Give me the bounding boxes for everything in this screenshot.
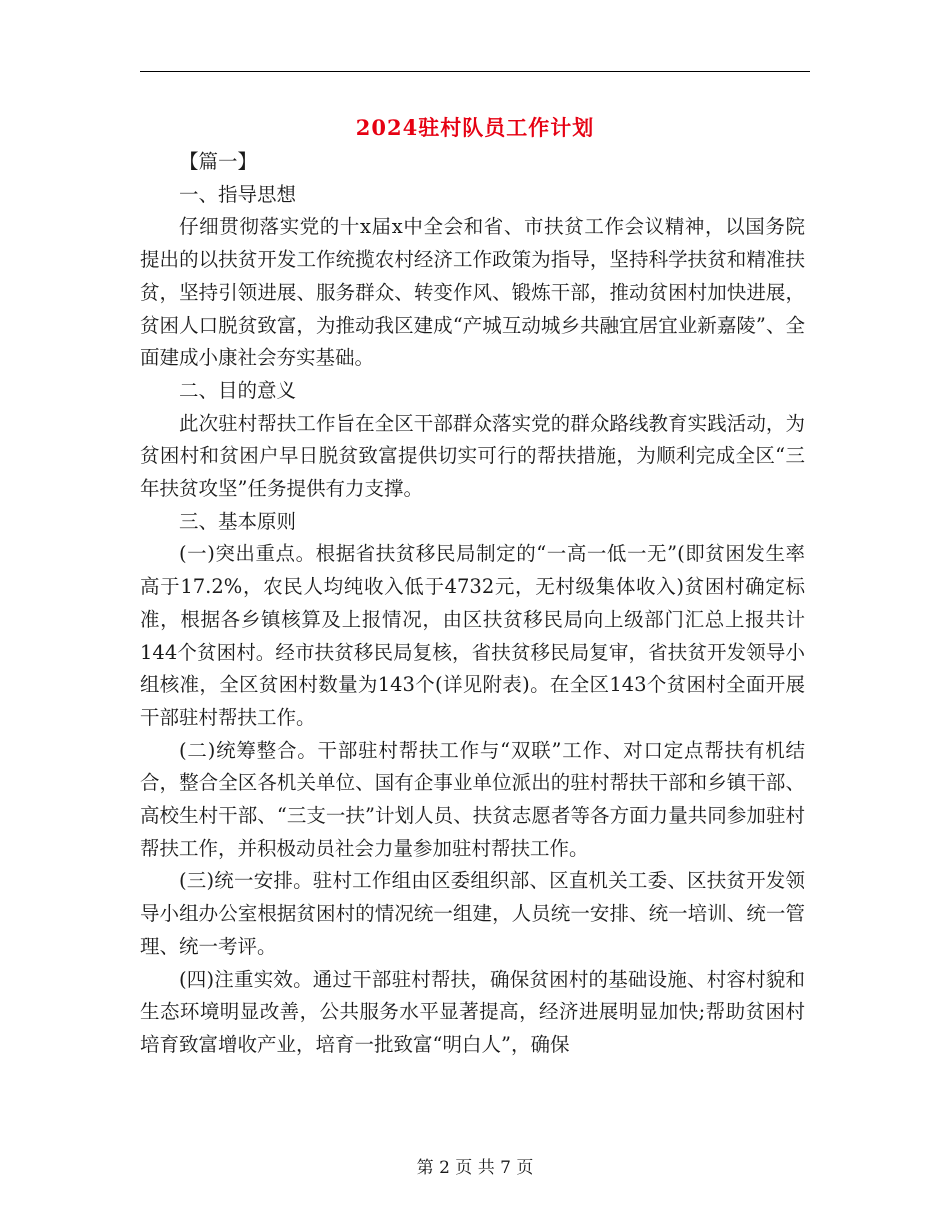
paragraph-principle-3: (三)统一安排。驻村工作组由区委组织部、区直机关工委、区扶贫开发领导小组办公室根据贫困村的情况统一组建，人员统一安排、统一培训、统一管理、统一考评。: [140, 869, 805, 958]
document-title: 2024驻村队员工作计划: [355, 115, 595, 140]
heading-guiding-ideology: 一、指导思想: [179, 182, 297, 206]
page-indicator: 第 2 页 共 7 页: [416, 1158, 534, 1178]
heading-principles: 三、基本原则: [179, 509, 297, 533]
header-rule: [140, 71, 810, 72]
paragraph-principle-2: (二)统筹整合。干部驻村帮扶工作与“双联”工作、对口定点帮扶有机结合，整合全区各机关单位、国有企事业单位派出的驻村帮扶干部和乡镇干部、高校生村干部、“三支一扶”计划人员、扶贫志愿者等各方面力量共同参加驻村帮扶工作，并积极动员社会力量参加驻村帮扶工作。: [140, 738, 805, 860]
paragraph-principle-1: (一)突出重点。根据省扶贫移民局制定的“一高一低一无”(即贫困发生率高于17.2%，农民人均纯收入低于4732元，无村级集体收入)贫困村确定标准，根据各乡镇核算及上报情况，由区扶贫移民局向上级部门汇总上报共计144个贫困村。经市扶贫移民局复核，省扶贫移民局复审，省扶贫开发领导小组核准，全区贫困村数量为143个(详见附表)。在全区143个贫困村全面开展干部驻村帮扶工作。: [140, 542, 805, 729]
heading-purpose: 二、目的意义: [179, 378, 297, 402]
paragraph-guiding-ideology: 仔细贯彻落实党的十x届x中全会和省、市扶贫工作会议精神，以国务院提出的以扶贫开发工作统揽农村经济工作政策为指导，坚持科学扶贫和精准扶贫，坚持引领进展、服务群众、转变作风、锻炼干部，推动贫困村加快进展，贫困人口脱贫致富，为推动我区建成“产城互动城乡共融宜居宜业新嘉陵”、全面建成小康社会夯实基础。: [140, 215, 805, 370]
section-label: 【篇一】: [179, 150, 258, 173]
document-body: [140, 146, 805, 1062]
paragraph-principle-4: (四)注重实效。通过干部驻村帮扶，确保贫困村的基础设施、村容村貌和生态环境明显改善，公共服务水平显著提高，经济进展明显加快;帮助贫困村培育致富增收产业，培育一批致富“明白人”，确保: [140, 967, 805, 1056]
paragraph-purpose: 此次驻村帮扶工作旨在全区干部群众落实党的群众路线教育实践活动，为贫困村和贫困户早日脱贫致富提供切实可行的帮扶措施，为顺利完成全区“三年扶贫攻坚”任务提供有力支撑。: [140, 411, 805, 501]
